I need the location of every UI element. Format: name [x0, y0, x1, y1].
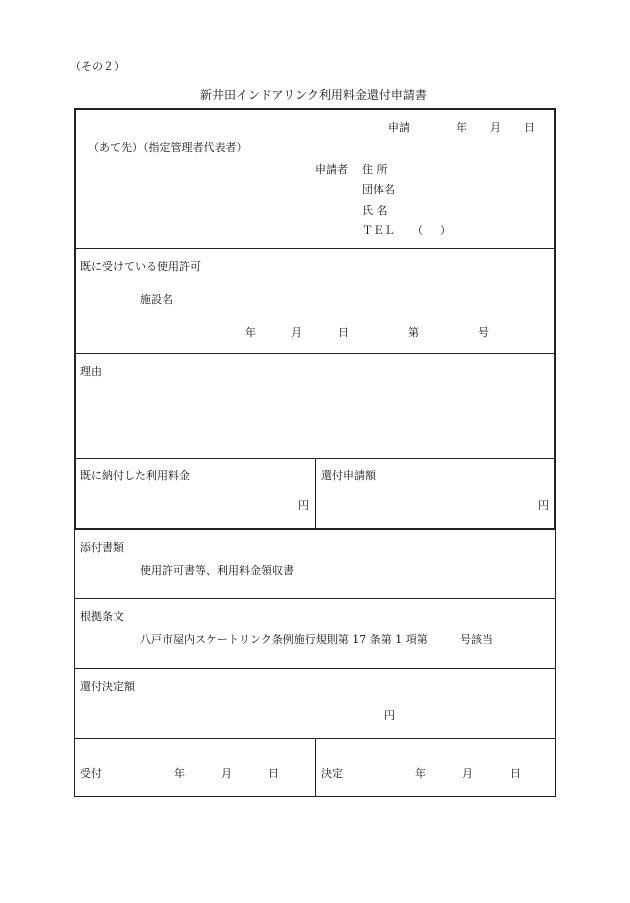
divider — [74, 598, 556, 599]
permit-month-label: 月 — [291, 326, 302, 339]
tel-close-paren: ） — [440, 224, 451, 237]
name-label: 氏 名 — [362, 204, 388, 217]
applicant-label: 申請者 — [315, 163, 348, 176]
facility-label: 施設名 — [140, 293, 173, 306]
request-day-label: 日 — [524, 121, 535, 134]
divider — [74, 353, 556, 354]
decision-day-label: 日 — [510, 767, 521, 780]
decision-month-label: 月 — [462, 767, 473, 780]
legal-basis-label: 根拠条文 — [80, 610, 124, 623]
form-number: （その２） — [70, 60, 125, 73]
permit-no-suffix: 号 — [478, 326, 489, 339]
received-month-label: 月 — [221, 767, 232, 780]
received-year-label: 年 — [174, 767, 185, 780]
request-year-label: 年 — [456, 121, 467, 134]
permit-year-label: 年 — [245, 326, 256, 339]
refund-amount-label: 還付申請額 — [321, 469, 376, 482]
decided-amount-unit: 円 — [384, 709, 395, 722]
tel-open-paren: （ — [412, 224, 423, 237]
decided-amount-label: 還付決定額 — [80, 680, 135, 693]
divider — [74, 668, 556, 669]
permit-heading: 既に受けている使用許可 — [80, 260, 201, 273]
address-label: 住 所 — [362, 163, 388, 176]
reason-label: 理由 — [80, 365, 102, 378]
divider — [74, 248, 556, 249]
divider — [315, 738, 316, 797]
paid-fee-unit: 円 — [298, 499, 309, 512]
legal-basis-suffix: 号該当 — [460, 633, 493, 646]
decision-label: 決定 — [321, 767, 343, 780]
permit-no-prefix: 第 — [408, 326, 419, 339]
refund-amount-unit: 円 — [538, 499, 549, 512]
paid-fee-label: 既に納付した利用料金 — [80, 469, 190, 482]
received-day-label: 日 — [268, 767, 279, 780]
request-month-label: 月 — [490, 121, 501, 134]
legal-basis-text: 八戸市屋内スケートリンク条例施行規則第 17 条第 1 項第 — [140, 633, 428, 646]
addressee: （あて先）（指定管理者代表者） — [88, 141, 248, 154]
request-date-label: 申請 — [388, 121, 410, 134]
form-title: 新井田インドアリンク利用料金還付申請書 — [200, 88, 427, 102]
group-name-label: 団体名 — [362, 183, 395, 196]
divider — [315, 458, 316, 529]
permit-day-label: 日 — [338, 326, 349, 339]
decision-year-label: 年 — [415, 767, 426, 780]
tel-label: ＴＥＬ — [362, 224, 395, 237]
attachments-label: 添付書類 — [80, 541, 124, 554]
attachments-text: 使用許可書等、利用料金領収書 — [140, 564, 294, 577]
received-label: 受付 — [80, 767, 102, 780]
